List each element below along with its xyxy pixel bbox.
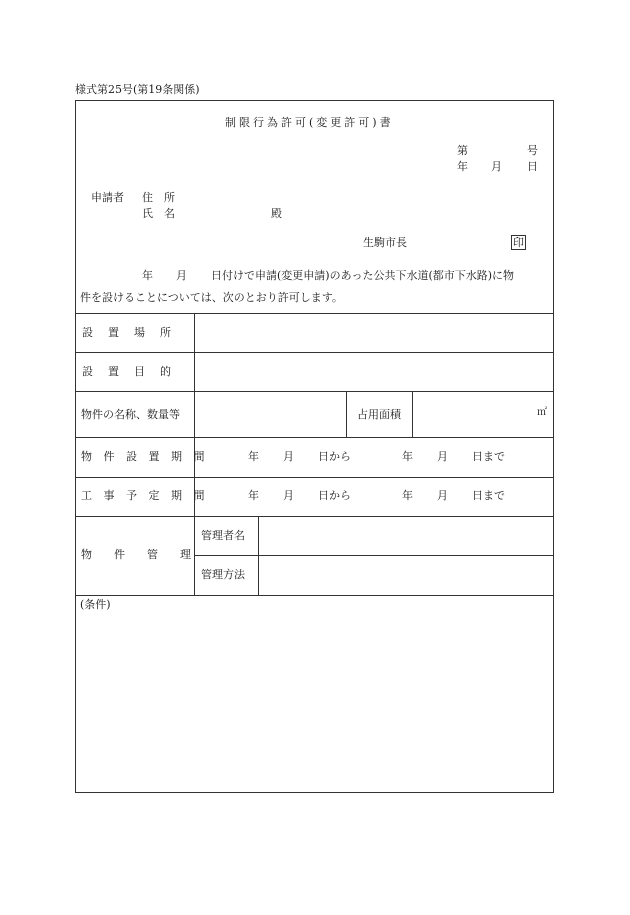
document-number-suffix: 号 [527, 144, 538, 157]
issuer-name: 生駒市長 [363, 236, 407, 249]
management-method-field[interactable] [260, 557, 552, 594]
manager-name-label: 管理者名 [201, 529, 245, 542]
row-divider-3 [75, 391, 554, 392]
installation-to-month: 月 [437, 450, 448, 463]
applicant-address-label: 住 所 [142, 191, 175, 204]
date-year: 年 [457, 160, 468, 173]
row-divider-6 [75, 516, 554, 517]
construction-to-month: 月 [437, 489, 448, 502]
installation-from-month: 月 [283, 450, 294, 463]
body-line-2: 件を設けることについては、次のとおり許可します。 [80, 291, 343, 304]
col-divider-area-right [412, 391, 413, 437]
construction-to-day: 日まで [472, 489, 505, 502]
manager-name-field[interactable] [260, 518, 552, 554]
document-number-prefix: 第 [457, 144, 468, 157]
area-unit: ㎡ [537, 407, 547, 418]
purpose-field[interactable] [196, 354, 552, 390]
occupied-area-label: 占用面積 [357, 408, 401, 421]
body-month: 月 [176, 269, 187, 282]
applicant-name-label: 氏 名 [142, 207, 175, 220]
installation-to-day: 日まで [472, 450, 505, 463]
construction-from-year: 年 [248, 489, 259, 502]
date-month: 月 [491, 160, 502, 173]
applicant-label: 申請者 [91, 191, 124, 204]
location-label: 設 置 場 所 [82, 326, 173, 339]
object-name-field[interactable] [196, 393, 344, 436]
installation-period-label: 物 件 設 置 期 間 [81, 450, 209, 463]
management-method-label: 管理方法 [201, 568, 245, 581]
date-day: 日 [527, 160, 538, 173]
col-divider-mgmt [258, 516, 259, 595]
official-seal [511, 235, 526, 250]
construction-from-day: 日から [318, 489, 351, 502]
seal-mark: 印 [513, 236, 524, 249]
row-divider-2 [75, 352, 554, 353]
installation-from-day: 日から [318, 450, 351, 463]
col-divider-area-left [346, 391, 347, 437]
row-divider-mgmt [194, 555, 554, 556]
installation-to-year: 年 [402, 450, 413, 463]
body-year: 年 [142, 269, 153, 282]
construction-to-year: 年 [402, 489, 413, 502]
row-divider-4 [75, 437, 554, 438]
form-number-label: 様式第25号(第19条関係) [75, 83, 200, 96]
row-divider-top [75, 313, 554, 314]
row-divider-conditions [75, 595, 554, 596]
row-divider-5 [75, 477, 554, 478]
body-line-1: 日付けで申請(変更申請)のあった公共下水道(都市下水路)に物 [211, 269, 515, 282]
location-field[interactable] [196, 315, 552, 351]
purpose-label: 設 置 目 的 [82, 365, 173, 378]
applicant-honorific: 殿 [271, 207, 282, 220]
installation-from-year: 年 [248, 450, 259, 463]
conditions-label: (条件) [80, 598, 111, 611]
construction-from-month: 月 [283, 489, 294, 502]
construction-period-label: 工 事 予 定 期 間 [81, 489, 209, 502]
document-title: 制限行為許可(変更許可)書 [225, 116, 394, 129]
object-name-label: 物件の名称、数量等 [81, 408, 180, 421]
management-label: 物 件 管 理 [81, 548, 191, 561]
conditions-field[interactable] [77, 614, 552, 791]
